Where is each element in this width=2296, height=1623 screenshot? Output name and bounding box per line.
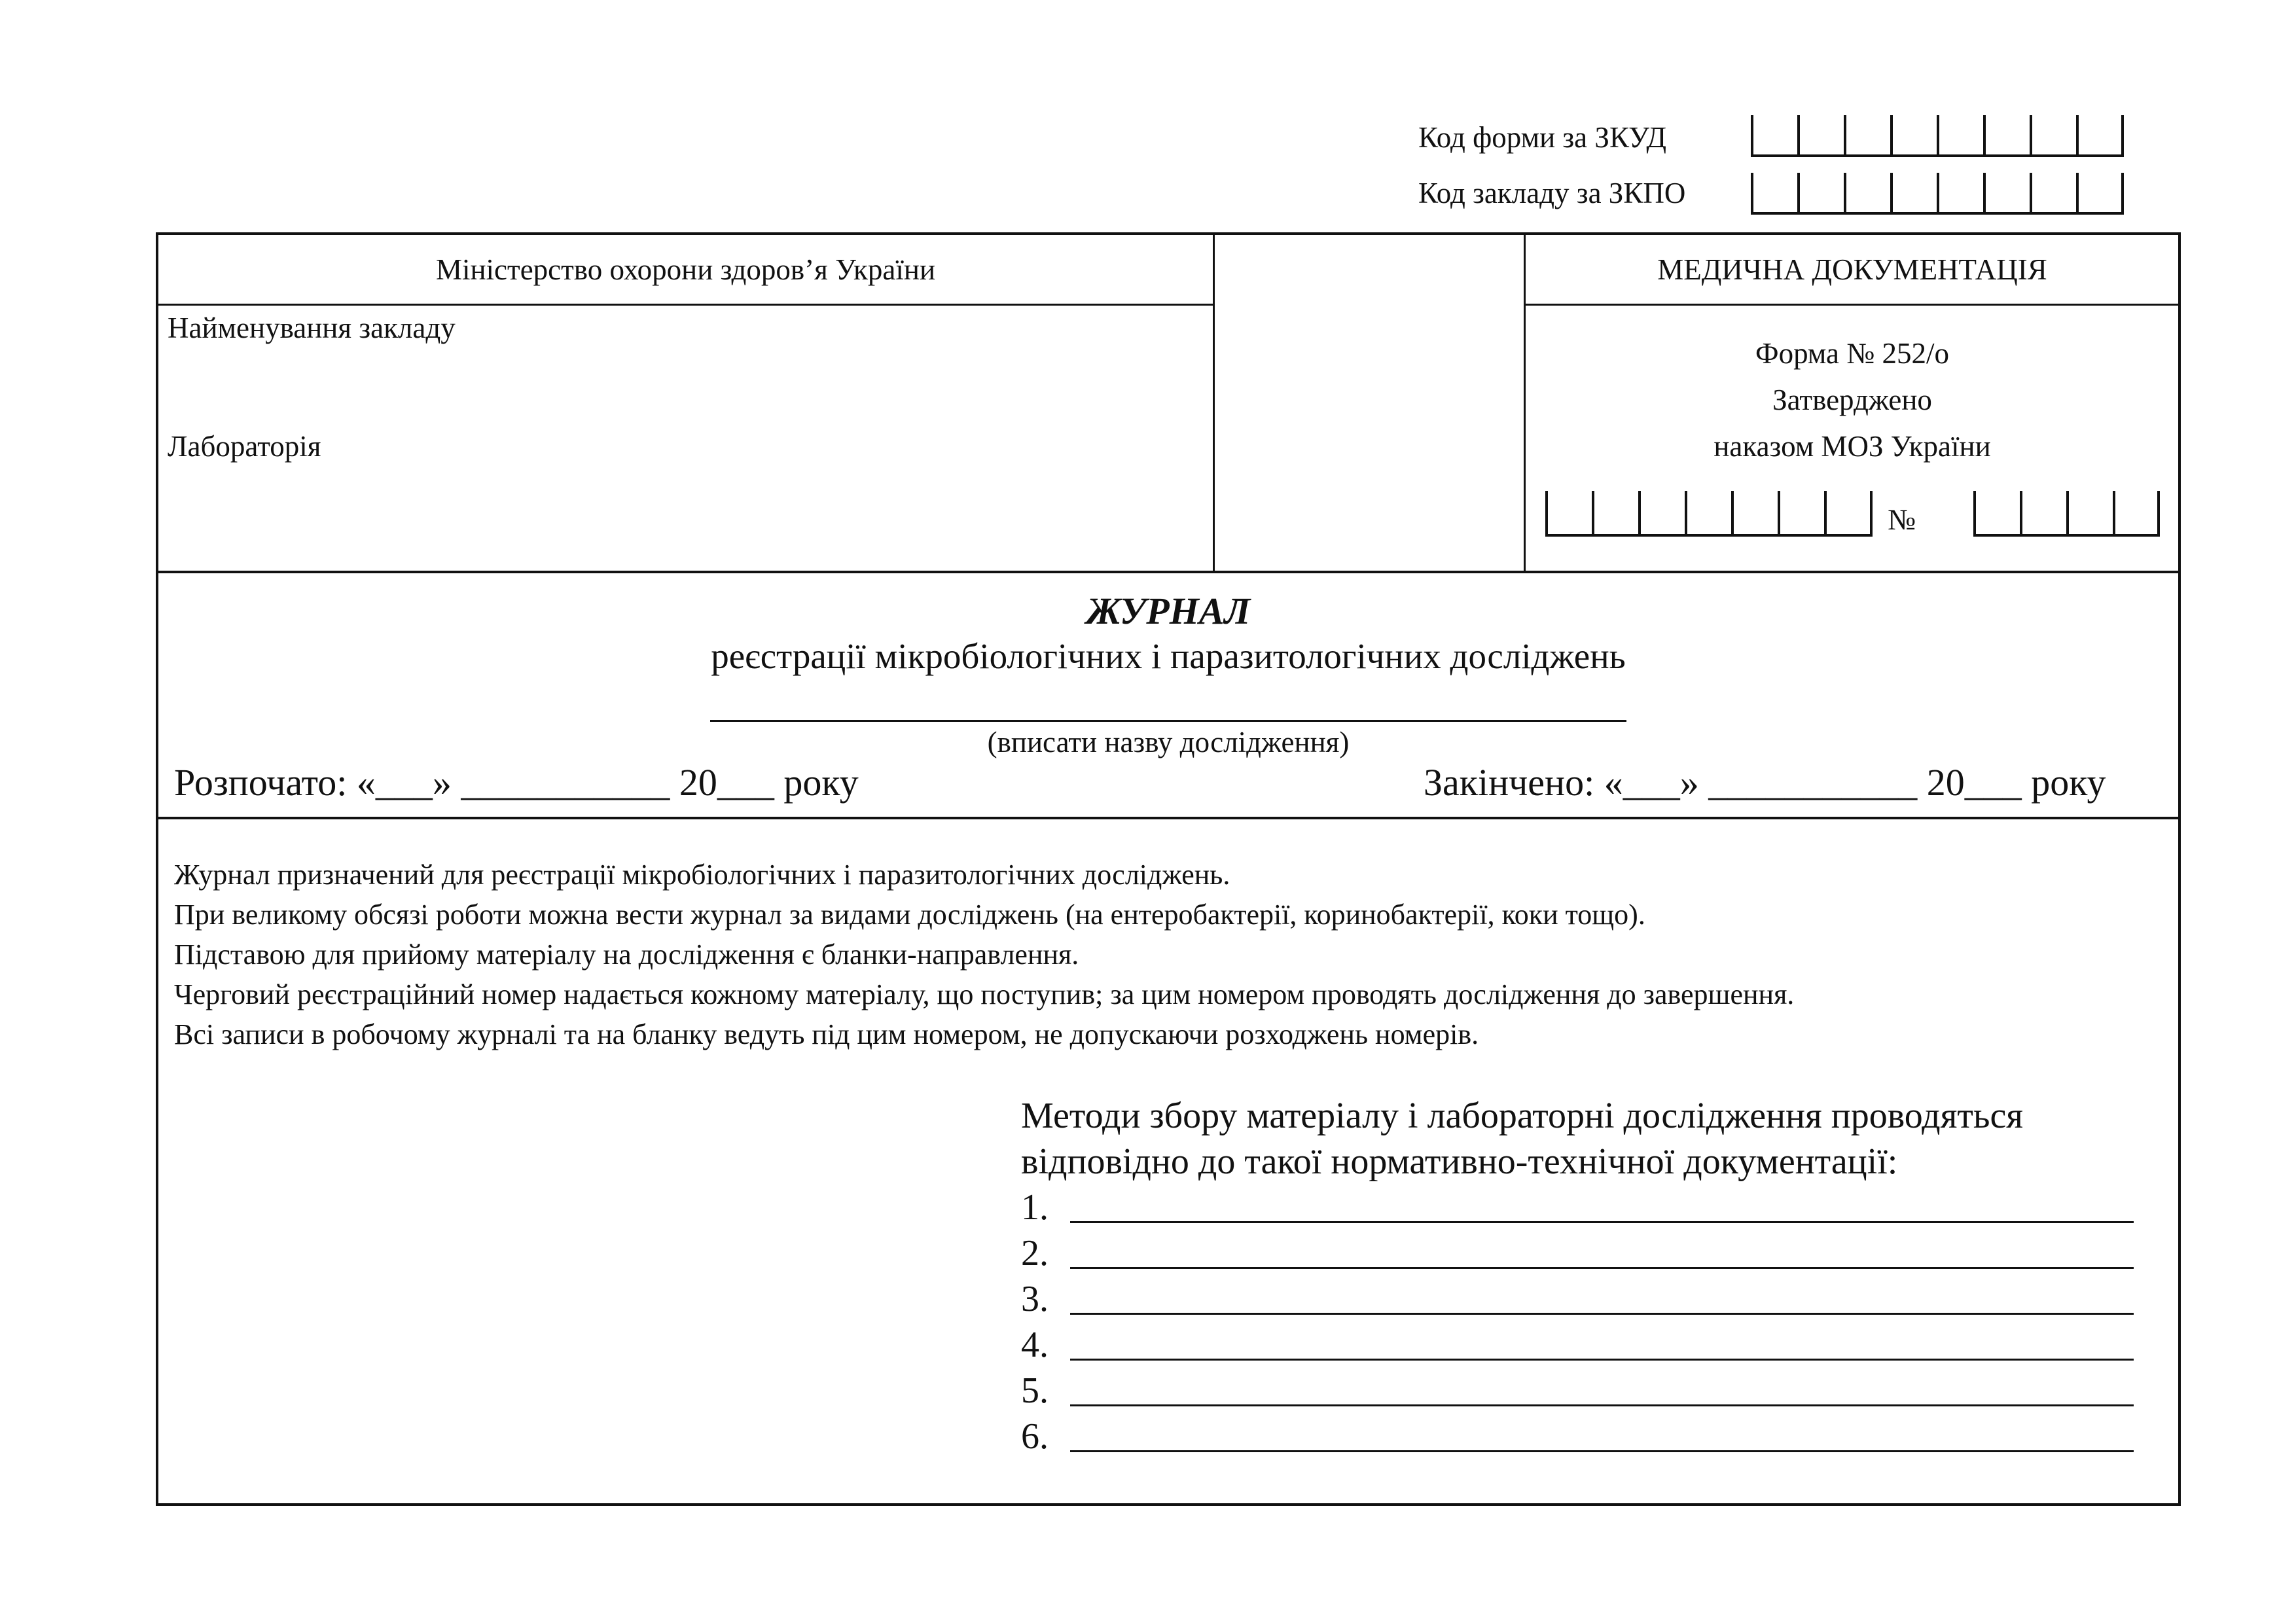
approved-label: Затверджено (1772, 383, 1932, 416)
method-number: 3. (1021, 1279, 1049, 1319)
order-number-cells[interactable] (1973, 491, 2160, 537)
method-entry[interactable] (1021, 1276, 2134, 1322)
divider (157, 304, 1213, 306)
note-line: Черговий реєстраційний номер надається кожному матеріалу, що поступив; за цим номером проводять дослідження до завершення. (174, 978, 1795, 1010)
research-name-hint: (вписати назву дослідження) (987, 726, 1350, 758)
method-entry[interactable] (1021, 1185, 2134, 1230)
note-line: Всі записи в робочому журналі та на бланку ведуть під цим номером, не допускаючи розходжень номерів. (174, 1018, 1479, 1050)
method-entry[interactable] (1021, 1322, 2134, 1368)
methods-block (1021, 1093, 2134, 1459)
divider (1524, 304, 2179, 306)
note-line: Журнал призначений для реєстрації мікробіологічних і паразитологічних досліджень. (174, 859, 1230, 891)
code-cell[interactable] (1844, 115, 1890, 154)
code-cell[interactable] (1797, 115, 1844, 154)
divider (157, 817, 2179, 819)
form-number: Форма № 252/о (1755, 337, 1949, 370)
method-number: 4. (1021, 1325, 1049, 1365)
ministry-title: Міністерство охорони здоров’я України (435, 253, 936, 286)
method-line[interactable] (1070, 1404, 2134, 1406)
zkpo-code-cells[interactable] (1751, 173, 2124, 215)
code-cell[interactable] (1751, 173, 1797, 212)
method-entry[interactable] (1021, 1230, 2134, 1276)
number-sign: № (1888, 503, 1916, 536)
note-line: При великому обсязі роботи можна вести журнал за видами досліджень (на ентеробактерії, коринобактерії, коки тощо). (174, 899, 1645, 931)
code-cell[interactable] (1890, 173, 1937, 212)
code-cell[interactable] (2076, 173, 2124, 212)
date-cell[interactable] (1545, 491, 1592, 534)
code-cell[interactable] (1937, 115, 1983, 154)
method-number: 1. (1021, 1187, 1049, 1228)
method-number: 6. (1021, 1416, 1049, 1457)
journal-title: ЖУРНАЛ (1086, 590, 1251, 632)
code-cell[interactable] (1983, 115, 2030, 154)
method-entry[interactable] (1021, 1414, 2134, 1459)
institution-label: Найменування закладу (168, 312, 456, 344)
started-date[interactable]: Розпочато: «___» ___________ 20___ року (174, 761, 859, 804)
laboratory-label: Лабораторія (168, 430, 321, 463)
research-name-line[interactable] (710, 720, 1626, 722)
methods-text-line: відповідно до такої нормативно-технічної документації: (1021, 1141, 1898, 1182)
number-cell[interactable] (2113, 491, 2160, 534)
date-cell[interactable] (1685, 491, 1731, 534)
divider (1213, 234, 1215, 573)
code-cell[interactable] (1983, 173, 2030, 212)
code-cell[interactable] (1890, 115, 1937, 154)
method-number: 5. (1021, 1370, 1049, 1411)
zkpo-label: Код закладу за ЗКПО (1418, 177, 1686, 209)
divider (157, 571, 2179, 573)
date-cell[interactable] (1778, 491, 1824, 534)
zkud-code-cells[interactable] (1751, 115, 2124, 157)
order-date-cells[interactable] (1545, 491, 1873, 537)
number-cell[interactable] (1973, 491, 2020, 534)
code-cell[interactable] (1844, 173, 1890, 212)
note-line: Підставою для прийому матеріалу на дослідження є бланки-направлення. (174, 938, 1079, 971)
method-line[interactable] (1070, 1359, 2134, 1361)
method-number: 2. (1021, 1233, 1049, 1274)
method-line[interactable] (1070, 1313, 2134, 1315)
method-line[interactable] (1070, 1221, 2134, 1223)
journal-notes (174, 855, 1794, 1054)
methods-text-line: Методи збору матеріалу і лабораторні дослідження проводяться (1021, 1096, 2024, 1136)
code-cell[interactable] (2030, 115, 2076, 154)
method-line[interactable] (1070, 1267, 2134, 1269)
method-entry[interactable] (1021, 1368, 2134, 1414)
code-cell[interactable] (1937, 173, 1983, 212)
code-cell[interactable] (1797, 173, 1844, 212)
code-cell[interactable] (2030, 173, 2076, 212)
number-cell[interactable] (2066, 491, 2113, 534)
number-cell[interactable] (2020, 491, 2066, 534)
date-cell[interactable] (1638, 491, 1685, 534)
journal-subtitle: реєстрації мікробіологічних і паразитологічних досліджень (711, 636, 1626, 676)
date-cell[interactable] (1592, 491, 1638, 534)
order-label: наказом МОЗ України (1713, 430, 1991, 463)
code-cell[interactable] (2076, 115, 2124, 154)
method-line[interactable] (1070, 1450, 2134, 1452)
date-cell[interactable] (1731, 491, 1778, 534)
medical-documentation-title: МЕДИЧНА ДОКУМЕНТАЦІЯ (1657, 253, 2047, 286)
finished-date[interactable]: Закінчено: «___» ___________ 20___ року (1424, 761, 2106, 804)
date-cell[interactable] (1824, 491, 1873, 534)
zkud-label: Код форми за ЗКУД (1418, 121, 1667, 154)
code-cell[interactable] (1751, 115, 1797, 154)
